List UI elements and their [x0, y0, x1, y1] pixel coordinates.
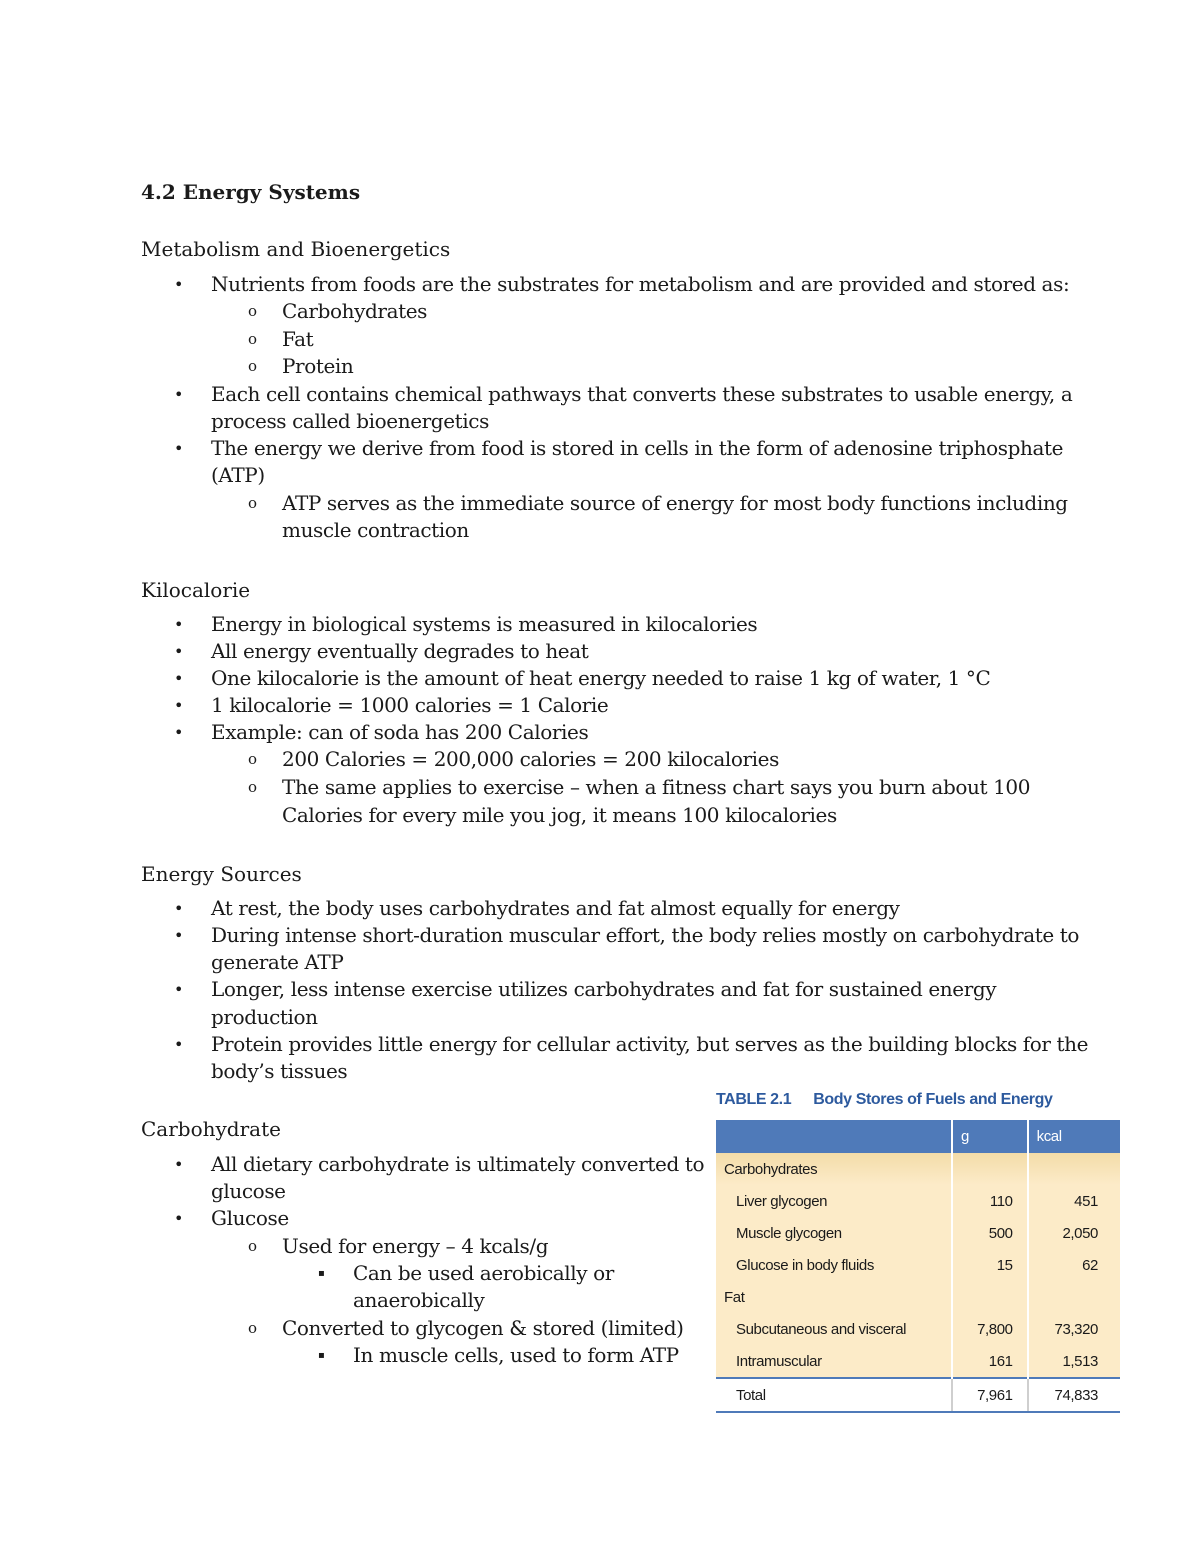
- row-kcal: 62: [1028, 1249, 1120, 1281]
- metabolism-line-5: Each cell contains chemical pathways that converts these substrates to usable energy, a: [211, 382, 1073, 406]
- bullet-dot: •: [174, 980, 184, 999]
- bullet-dot: •: [174, 642, 184, 661]
- energy-sources-line-2: During intense short-duration muscular effort, the body relies mostly on carbohydrate to: [211, 923, 1080, 947]
- bullet-dot: •: [174, 926, 184, 945]
- kilocalorie-line-8: Calories for every mile you jog, it means 100 kilocalories: [282, 803, 837, 827]
- sub-bullet-circle: o: [248, 302, 258, 320]
- kilocalorie-line-2: All energy eventually degrades to heat: [211, 639, 589, 663]
- bullet-dot: •: [174, 615, 184, 634]
- energy-sources-line-3: generate ATP: [211, 950, 344, 974]
- table-row: [716, 1313, 1120, 1345]
- bullet-dot: •: [174, 385, 184, 404]
- carbohydrate-line-1: All dietary carbohydrate is ultimately converted to: [211, 1152, 705, 1176]
- metabolism-line-2: Carbohydrates: [282, 299, 428, 323]
- metabolism-line-1: Nutrients from foods are the substrates for metabolism and are provided and stored as:: [211, 272, 1070, 296]
- table-row: [716, 1217, 1120, 1249]
- carbohydrate-line-3: Glucose: [211, 1206, 289, 1230]
- table-row: [716, 1249, 1120, 1281]
- section-heading-carbohydrate: Carbohydrate: [141, 1117, 281, 1141]
- bullet-dot: •: [174, 696, 184, 715]
- metabolism-line-3: Fat: [282, 327, 314, 351]
- carbohydrate-line-8: In muscle cells, used to form ATP: [353, 1343, 679, 1367]
- row-g: 110: [952, 1185, 1028, 1217]
- row-name: Intramuscular: [716, 1345, 952, 1378]
- sub-bullet-circle: o: [248, 750, 258, 768]
- bullet-dot: •: [174, 1209, 184, 1228]
- metabolism-line-8: (ATP): [211, 463, 265, 487]
- table-header-name: [716, 1120, 952, 1153]
- energy-sources-line-4: Longer, less intense exercise utilizes carbohydrates and fat for sustained energy: [211, 977, 997, 1001]
- sub-bullet-circle: o: [248, 1237, 258, 1255]
- energy-sources-line-7: body’s tissues: [211, 1059, 348, 1083]
- group-label-carbohydrates: Carbohydrates: [716, 1153, 952, 1185]
- kilocalorie-line-5: Example: can of soda has 200 Calories: [211, 720, 589, 744]
- row-g: 7,800: [952, 1313, 1028, 1345]
- kilocalorie-line-6: 200 Calories = 200,000 calories = 200 kilocalories: [282, 747, 779, 771]
- kilocalorie-line-7: The same applies to exercise – when a fitness chart says you burn about 100: [282, 775, 1031, 799]
- sub-bullet-square: ▪: [318, 1350, 325, 1361]
- group-label-fat: Fat: [716, 1281, 952, 1313]
- energy-sources-line-5: production: [211, 1005, 318, 1029]
- row-kcal: 1,513: [1028, 1345, 1120, 1378]
- carbohydrate-line-5: Can be used aerobically or: [353, 1261, 614, 1285]
- row-name: Subcutaneous and visceral: [716, 1313, 952, 1345]
- total-name: Total: [716, 1378, 952, 1412]
- table-row: [716, 1345, 1120, 1378]
- bullet-dot: •: [174, 439, 184, 458]
- sub-bullet-circle: o: [248, 357, 258, 375]
- bullet-dot: •: [174, 1035, 184, 1054]
- total-g: 7,961: [952, 1378, 1028, 1412]
- sub-bullet-circle: o: [248, 494, 258, 512]
- energy-sources-line-6: Protein provides little energy for cellular activity, but serves as the building blocks for the: [211, 1032, 1089, 1056]
- sub-bullet-square: ▪: [318, 1268, 325, 1279]
- sub-bullet-circle: o: [248, 1319, 258, 1337]
- table-group-row: [716, 1153, 1120, 1185]
- fuel-stores-table: [716, 1120, 1120, 1413]
- kilocalorie-line-4: 1 kilocalorie = 1000 calories = 1 Calorie: [211, 693, 609, 717]
- metabolism-line-7: The energy we derive from food is stored in cells in the form of adenosine triphosphate: [211, 436, 1064, 460]
- bullet-dot: •: [174, 275, 184, 294]
- metabolism-line-6: process called bioenergetics: [211, 409, 489, 433]
- bullet-dot: •: [174, 669, 184, 688]
- carbohydrate-line-6: anaerobically: [353, 1288, 485, 1312]
- table-group-row: [716, 1281, 1120, 1313]
- table-row: [716, 1185, 1120, 1217]
- row-name: Liver glycogen: [716, 1185, 952, 1217]
- row-name: Glucose in body fluids: [716, 1249, 952, 1281]
- kilocalorie-line-1: Energy in biological systems is measured in kilocalories: [211, 612, 758, 636]
- table-header-kcal: kcal: [1028, 1120, 1120, 1153]
- energy-sources-line-1: At rest, the body uses carbohydrates and fat almost equally for energy: [211, 896, 900, 920]
- section-heading-energy-sources: Energy Sources: [141, 862, 302, 886]
- metabolism-line-4: Protein: [282, 354, 354, 378]
- row-kcal: 2,050: [1028, 1217, 1120, 1249]
- table-header-g: g: [952, 1120, 1028, 1153]
- row-name: Muscle glycogen: [716, 1217, 952, 1249]
- carbohydrate-line-4: Used for energy – 4 kcals/g: [282, 1234, 549, 1258]
- bullet-dot: •: [174, 723, 184, 742]
- carbohydrate-line-7: Converted to glycogen & stored (limited): [282, 1316, 684, 1340]
- row-kcal: 73,320: [1028, 1313, 1120, 1345]
- section-heading-metabolism: Metabolism and Bioenergetics: [141, 237, 451, 261]
- bullet-dot: •: [174, 1155, 184, 1174]
- metabolism-line-10: muscle contraction: [282, 518, 469, 542]
- sub-bullet-circle: o: [248, 330, 258, 348]
- table-total-row: [716, 1378, 1120, 1412]
- kilocalorie-line-3: One kilocalorie is the amount of heat energy needed to raise 1 kg of water, 1 °C: [211, 666, 991, 690]
- sub-bullet-circle: o: [248, 778, 258, 796]
- table-label: TABLE 2.1: [716, 1091, 792, 1108]
- row-g: 15: [952, 1249, 1028, 1281]
- page-title: 4.2 Energy Systems: [141, 180, 361, 204]
- row-kcal: 451: [1028, 1185, 1120, 1217]
- carbohydrate-line-2: glucose: [211, 1179, 286, 1203]
- row-g: 500: [952, 1217, 1028, 1249]
- table-caption: [716, 1091, 1052, 1109]
- total-kcal: 74,833: [1028, 1378, 1120, 1412]
- table-header-row: [716, 1120, 1120, 1153]
- table-title: Body Stores of Fuels and Energy: [813, 1091, 1053, 1108]
- metabolism-line-9: ATP serves as the immediate source of energy for most body functions including: [282, 491, 1068, 515]
- bullet-dot: •: [174, 899, 184, 918]
- row-g: 161: [952, 1345, 1028, 1378]
- section-heading-kilocalorie: Kilocalorie: [141, 578, 251, 602]
